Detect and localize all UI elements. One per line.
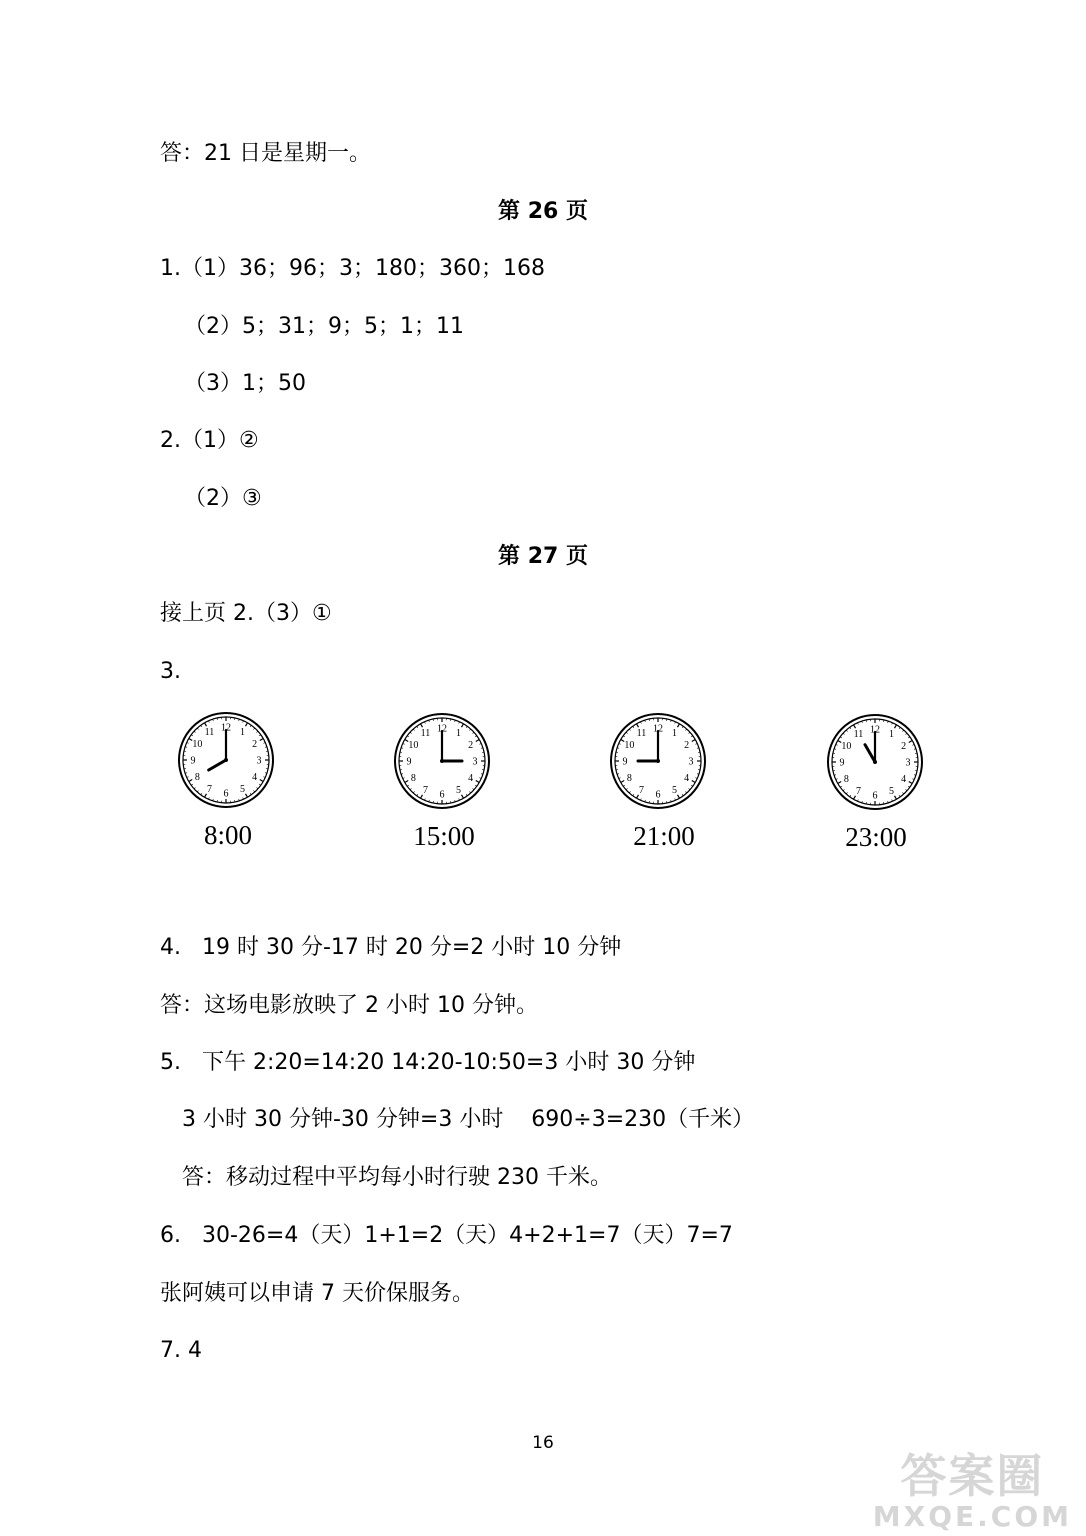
clock-hour-hand [865, 745, 875, 762]
clock-center [656, 759, 660, 763]
clock-tick [462, 724, 464, 727]
page-heading-26: 第 26 页 [498, 199, 588, 224]
clock-tick [685, 791, 686, 792]
clock-numeral: 3 [472, 756, 478, 768]
clock-numeral: 7 [423, 785, 428, 797]
clock-time-label: 8:00 [203, 820, 252, 850]
clock-numeral: 9 [839, 757, 845, 769]
clock-numeral: 9 [406, 756, 412, 768]
clock-numeral: 4 [468, 773, 474, 784]
clock-numeral: 11 [204, 726, 215, 738]
clock-tick [621, 781, 624, 783]
question-6: 6. 30-26=4（天）1+1=2（天）4+2+1=7（天）7=7 [160, 1223, 733, 1248]
continued-line: 接上页 2.（3）① [160, 601, 332, 626]
clock-tick [854, 725, 856, 728]
clock-numeral: 4 [252, 772, 258, 783]
watermark-bottom: MXQE.COM [872, 1500, 1072, 1533]
clock-tick [197, 728, 198, 729]
clock-tick [846, 792, 847, 793]
clock-tick [256, 731, 257, 732]
clock-numeral: 6 [872, 790, 878, 802]
clock-tick [197, 790, 198, 791]
clock-numeral: 7 [639, 785, 644, 797]
clock-numeral: 3 [688, 756, 694, 768]
clock-time-label: 15:00 [413, 821, 475, 851]
clock-tick [410, 788, 411, 789]
clock-numeral: 3 [905, 757, 911, 769]
clock-numeral: 2 [684, 740, 690, 751]
clock-numeral: 5 [889, 786, 894, 798]
page-number: 16 [532, 1433, 554, 1453]
clock-numeral: 8 [194, 772, 200, 783]
clock-numeral: 7 [856, 786, 861, 798]
clock-tick [246, 794, 248, 797]
clock-tick [472, 732, 473, 733]
clock-icon [825, 712, 925, 812]
clock-tick [629, 791, 630, 792]
question-7: 7. 4 [160, 1338, 202, 1363]
clock-numeral: 7 [207, 784, 212, 796]
clock-tick [413, 729, 414, 730]
clock-tick [637, 724, 639, 727]
clock-numeral: 12 [437, 723, 447, 735]
clock-tick [692, 740, 695, 742]
question-5-line-1: 5. 下午 2:20=14:20 14:20-10:50=3 小时 30 分钟 [160, 1050, 696, 1075]
clock-icon [392, 711, 492, 811]
clock-numeral: 10 [841, 741, 852, 752]
clock-tick [846, 730, 847, 731]
clock-tick [678, 795, 680, 798]
clock-tick [688, 788, 689, 789]
clock-tick [246, 723, 248, 726]
clock-numeral: 1 [240, 726, 245, 738]
clock-tick [905, 733, 906, 734]
clock-tick [692, 781, 695, 783]
clock-numeral: 11 [853, 728, 864, 740]
answer-4: 答：这场电影放映了 2 小时 10 分钟。 [160, 993, 538, 1018]
clock-tick [688, 732, 689, 733]
clock-numeral: 11 [636, 727, 647, 739]
clock-tick [260, 780, 263, 782]
clock-tick [895, 796, 897, 799]
clock-tick [905, 789, 906, 790]
clock-tick [626, 788, 627, 789]
clock-tick [189, 780, 192, 782]
clock-numeral: 9 [622, 756, 628, 768]
clock-tick [895, 725, 897, 728]
clock-hour-hand [209, 760, 226, 770]
question-1-part-3: （3）1；50 [184, 371, 306, 396]
clock-tick [678, 724, 680, 727]
clock-numeral: 9 [190, 755, 196, 767]
clock-numeral: 2 [901, 741, 907, 752]
clock-tick [194, 731, 195, 732]
clock-tick [476, 781, 479, 783]
clock-tick [626, 732, 627, 733]
clock-numeral: 2 [252, 739, 258, 750]
clock-tick [909, 741, 912, 743]
clock-numeral: 2 [468, 740, 474, 751]
clock-numeral: 8 [626, 773, 632, 784]
clock-numeral: 12 [653, 723, 663, 735]
clock-numeral: 6 [655, 789, 661, 801]
clock-tick [405, 781, 408, 783]
clock-numeral: 1 [889, 728, 894, 740]
clock-tick [909, 782, 912, 784]
answer-line: 答：21 日是星期一。 [160, 141, 371, 166]
clock-icon [176, 710, 276, 810]
clock-numeral: 10 [408, 740, 419, 751]
clock-tick [843, 733, 844, 734]
clock-tick [253, 728, 254, 729]
clock-numeral: 4 [901, 774, 907, 785]
clock-tick [421, 724, 423, 727]
question-2-part-2: （2）③ [184, 486, 262, 511]
clock-tick [469, 729, 470, 730]
question-4: 4. 19 时 30 分-17 时 20 分=2 小时 10 分钟 [160, 935, 622, 960]
clock-tick [469, 791, 470, 792]
page-heading-27: 第 27 页 [498, 544, 588, 569]
clock-center [440, 759, 444, 763]
clock-tick [476, 740, 479, 742]
question-1-part-1: 1.（1）36；96；3；180；360；168 [160, 256, 545, 281]
clock-center [224, 758, 228, 762]
clock-tick [685, 729, 686, 730]
clock-numeral: 4 [684, 773, 690, 784]
clock-tick [902, 730, 903, 731]
clock-numeral: 1 [456, 727, 461, 739]
question-3: 3. [160, 659, 181, 684]
clock-tick [194, 787, 195, 788]
clock-numeral: 10 [192, 739, 203, 750]
clock-tick [205, 723, 207, 726]
clock-tick [260, 739, 263, 741]
question-1-part-2: （2）5；31；9；5；1；11 [184, 314, 464, 339]
clock-tick [462, 795, 464, 798]
answer-6: 张阿姨可以申请 7 天价保服务。 [160, 1281, 474, 1306]
clock-numeral: 6 [439, 789, 445, 801]
clock-time-label: 21:00 [633, 821, 695, 851]
clock-numeral: 5 [240, 784, 245, 796]
clock-tick [256, 787, 257, 788]
clock-center [873, 760, 877, 764]
clock-numeral: 11 [420, 727, 431, 739]
question-5-line-2: 3 小时 30 分钟-30 分钟=3 小时 690÷3=230（千米） [182, 1107, 755, 1132]
clock-numeral: 12 [870, 724, 880, 736]
clock-tick [253, 790, 254, 791]
clock-numeral: 6 [223, 788, 229, 800]
clock-tick [902, 792, 903, 793]
clock-tick [472, 788, 473, 789]
clock-numeral: 8 [410, 773, 416, 784]
clock-numeral: 3 [256, 755, 262, 767]
clock-numeral: 5 [672, 785, 677, 797]
clock-tick [413, 791, 414, 792]
watermark-logo [873, 1450, 1072, 1532]
clock-tick [410, 732, 411, 733]
answer-5: 答：移动过程中平均每小时行驶 230 千米。 [182, 1165, 612, 1190]
clock-tick [629, 729, 630, 730]
watermark-top: 答案圈 [900, 1449, 1045, 1503]
clock-numeral: 8 [843, 774, 849, 785]
clock-time-label: 23:00 [845, 822, 907, 852]
clock-icon [608, 711, 708, 811]
question-2-part-1: 2.（1）② [160, 428, 259, 453]
clock-tick [843, 789, 844, 790]
clock-numeral: 5 [456, 785, 461, 797]
clock-numeral: 10 [624, 740, 635, 751]
clock-numeral: 12 [221, 722, 231, 734]
clock-numeral: 1 [672, 727, 677, 739]
clock-tick [838, 782, 841, 784]
